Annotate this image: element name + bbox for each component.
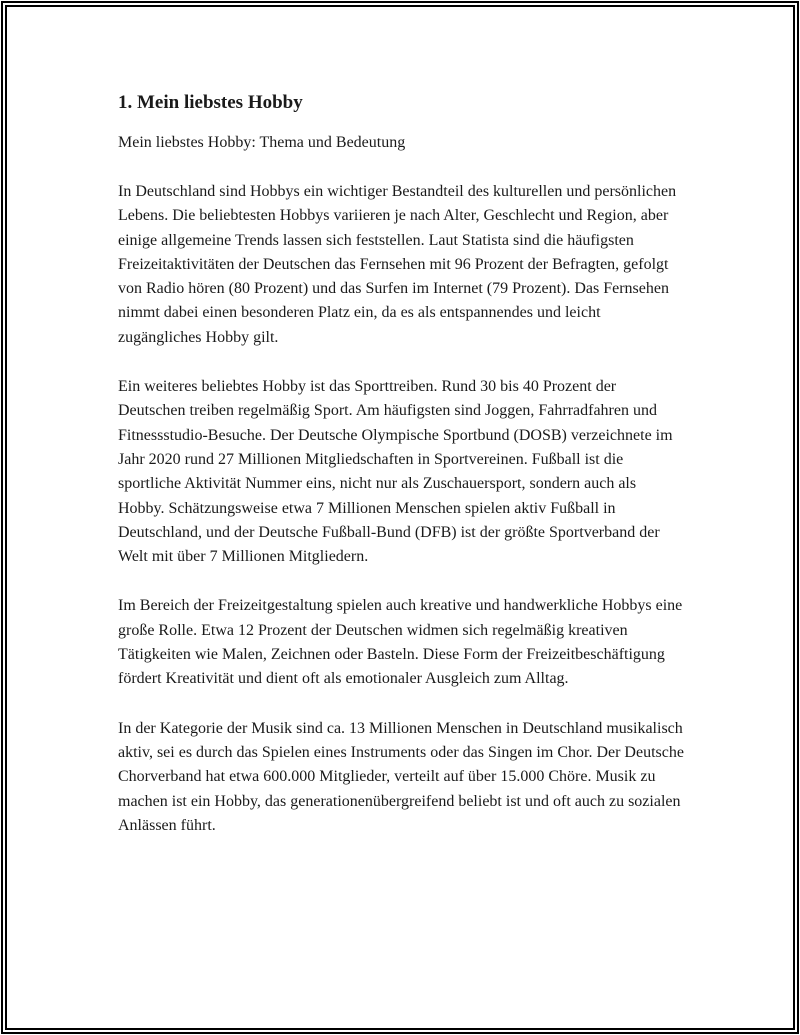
paragraph: Im Bereich der Freizeitgestaltung spielen auch kreative und handwerkliche Hobbys eine große Rolle. Etwa 12 Prozent der Deutschen widmen sich regelmäßig kreativen Tätigkeiten wie Malen, Zeichnen oder Basteln. Diese Form der Freizeitbeschäftigung fördert Kreativität und dient oft als emotionaler Ausgleich zum Alltag.: [118, 597, 683, 688]
page-border-inner: [5, 5, 795, 1030]
document-body: [118, 180, 685, 838]
paragraph: Ein weiteres beliebtes Hobby ist das Sporttreiben. Rund 30 bis 40 Prozent der Deutschen treiben regelmäßig Sport. Am häufigsten sind Joggen, Fahrradfahren und Fitnessstudio-Besuche. Der Deutsche Olympische Sportbund (DOSB) verzeichnete im Jahr 2020 rund 27 Millionen Mitgliedschaften in Sportvereinen. Fußball ist die sportliche Aktivität Nummer eins, nicht nur als Zuschauersport, sondern auch als Hobby. Schätzungsweise etwa 7 Millionen Menschen spielen aktiv Fußball in Deutschland, und der Deutsche Fußball-Bund (DFB) ist der größte Sportverband der Welt mit über 7 Millionen Mitgliedern.: [118, 378, 673, 566]
paragraph: In der Kategorie der Musik sind ca. 13 Millionen Menschen in Deutschland musikalisch aktiv, sei es durch das Spielen eines Instruments oder das Singen im Chor. Der Deutsche Chorverband hat etwa 600.000 Mitglieder, verteilt auf über 15.000 Chöre. Musik zu machen ist ein Hobby, das generationenübergreifend beliebt ist und oft auch zu sozialen Anlässen führt.: [118, 719, 684, 834]
document-title: 1. Mein liebstes Hobby: [118, 92, 303, 113]
document-subtitle: Mein liebstes Hobby: Thema und Bedeutung: [118, 134, 406, 151]
document-content: [7, 7, 793, 838]
paragraph: In Deutschland sind Hobbys ein wichtiger Bestandteil des kulturellen und persönlichen Lebens. Die beliebtesten Hobbys variieren je nach Alter, Geschlecht und Region, aber einige allgemeine Trends lassen sich feststellen. Laut Statista sind die häufigsten Freizeitaktivitäten der Deutschen das Fernsehen mit 96 Prozent der Befragten, gefolgt von Radio hören (80 Prozent) und das Surfen im Internet (79 Prozent). Das Fernsehen nimmt dabei einen besonderen Platz ein, da es als entspannendes und leicht zugängliches Hobby gilt.: [118, 183, 677, 346]
page-border-outer: [1, 1, 799, 1034]
